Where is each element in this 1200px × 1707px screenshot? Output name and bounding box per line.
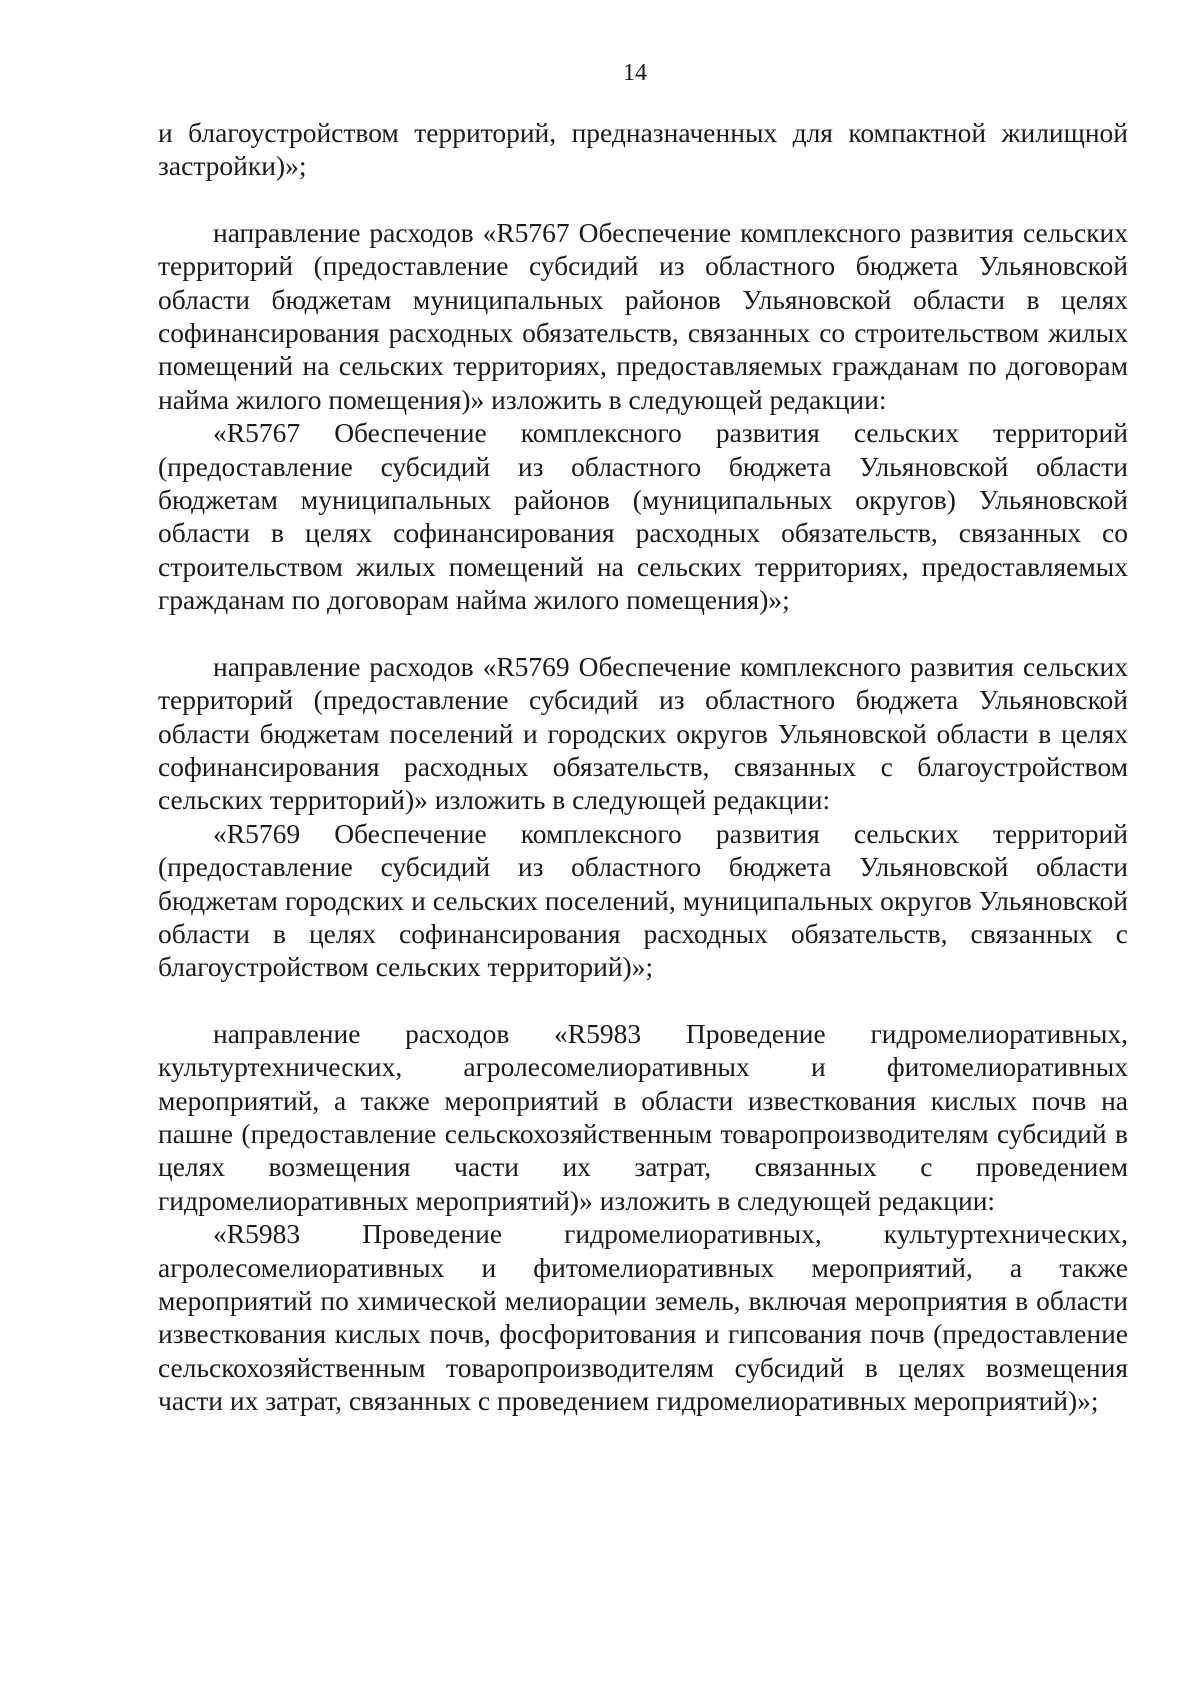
- paragraph-gap: [158, 183, 1128, 216]
- paragraph-3: «R5767 Обеспечение комплексного развития сельских территорий (предоставление субсидий из областного бюджета Ульяновской области бюджетам муниципальных районов (муниципальных округов) Ульяновской области в целях софинансирования расходных обязательств, связанных со строительством жилых помещений на сельских территориях, предоставляемых гражданам по договорам найма жилого помещения)»;: [158, 417, 1128, 616]
- paragraph-7: «R5983 Проведение гидромелиоративных, культуртехнических, агролесомелиоративных и фитомелиоративных мероприятий, а также мероприятий по химической мелиорации земель, включая мероприятия в области известкования кислых почв, фосфоритования и гипсования почв (предоставление сельскохозяйственным товаропроизводителям субсидий в целях возмещения части их затрат, связанных с проведением гидромелиоративных мероприятий)»;: [158, 1218, 1128, 1417]
- page-number: 14: [623, 60, 647, 86]
- paragraph-1: и благоустройством территорий, предназначенных для компактной жилищной застройки)»;: [158, 117, 1128, 182]
- paragraph-6: направление расходов «R5983 Проведение гидромелиоративных, культуртехнических, агролесомелиоративных и фитомелиоративных мероприятий, а также мероприятий в области известкования кислых почв на пашне (предоставление сельскохозяйственным товаропроизводителям субсидий в целях возмещения части их затрат, связанных с проведением гидромелиоративных мероприятий)» изложить в следующей редакции:: [158, 1017, 1128, 1216]
- paragraph-gap: [158, 617, 1128, 650]
- paragraph-gap: [158, 984, 1128, 1017]
- paragraph-4: направление расходов «R5769 Обеспечение комплексного развития сельских территорий (предоставление субсидий из областного бюджета Ульяновской области бюджетам поселений и городских округов Ульяновской области в целях софинансирования расходных обязательств, связанных с благоустройством сельских территорий)» изложить в следующей редакции:: [158, 650, 1128, 816]
- document-body: [158, 116, 1128, 1418]
- paragraph-2: направление расходов «R5767 Обеспечение комплексного развития сельских территорий (предоставление субсидий из областного бюджета Ульяновской области бюджетам муниципальных районов Ульяновской области в целях софинансирования расходных обязательств, связанных со строительством жилых помещений на сельских территориях, предоставляемых гражданам по договорам найма жилого помещения)» изложить в следующей редакции:: [158, 216, 1128, 415]
- paragraph-5: «R5769 Обеспечение комплексного развития сельских территорий (предоставление субсидий из областного бюджета Ульяновской области бюджетам городских и сельских поселений, муниципальных округов Ульяновской области в целях софинансирования расходных обязательств, связанных с благоустройством сельских территорий)»;: [158, 817, 1128, 983]
